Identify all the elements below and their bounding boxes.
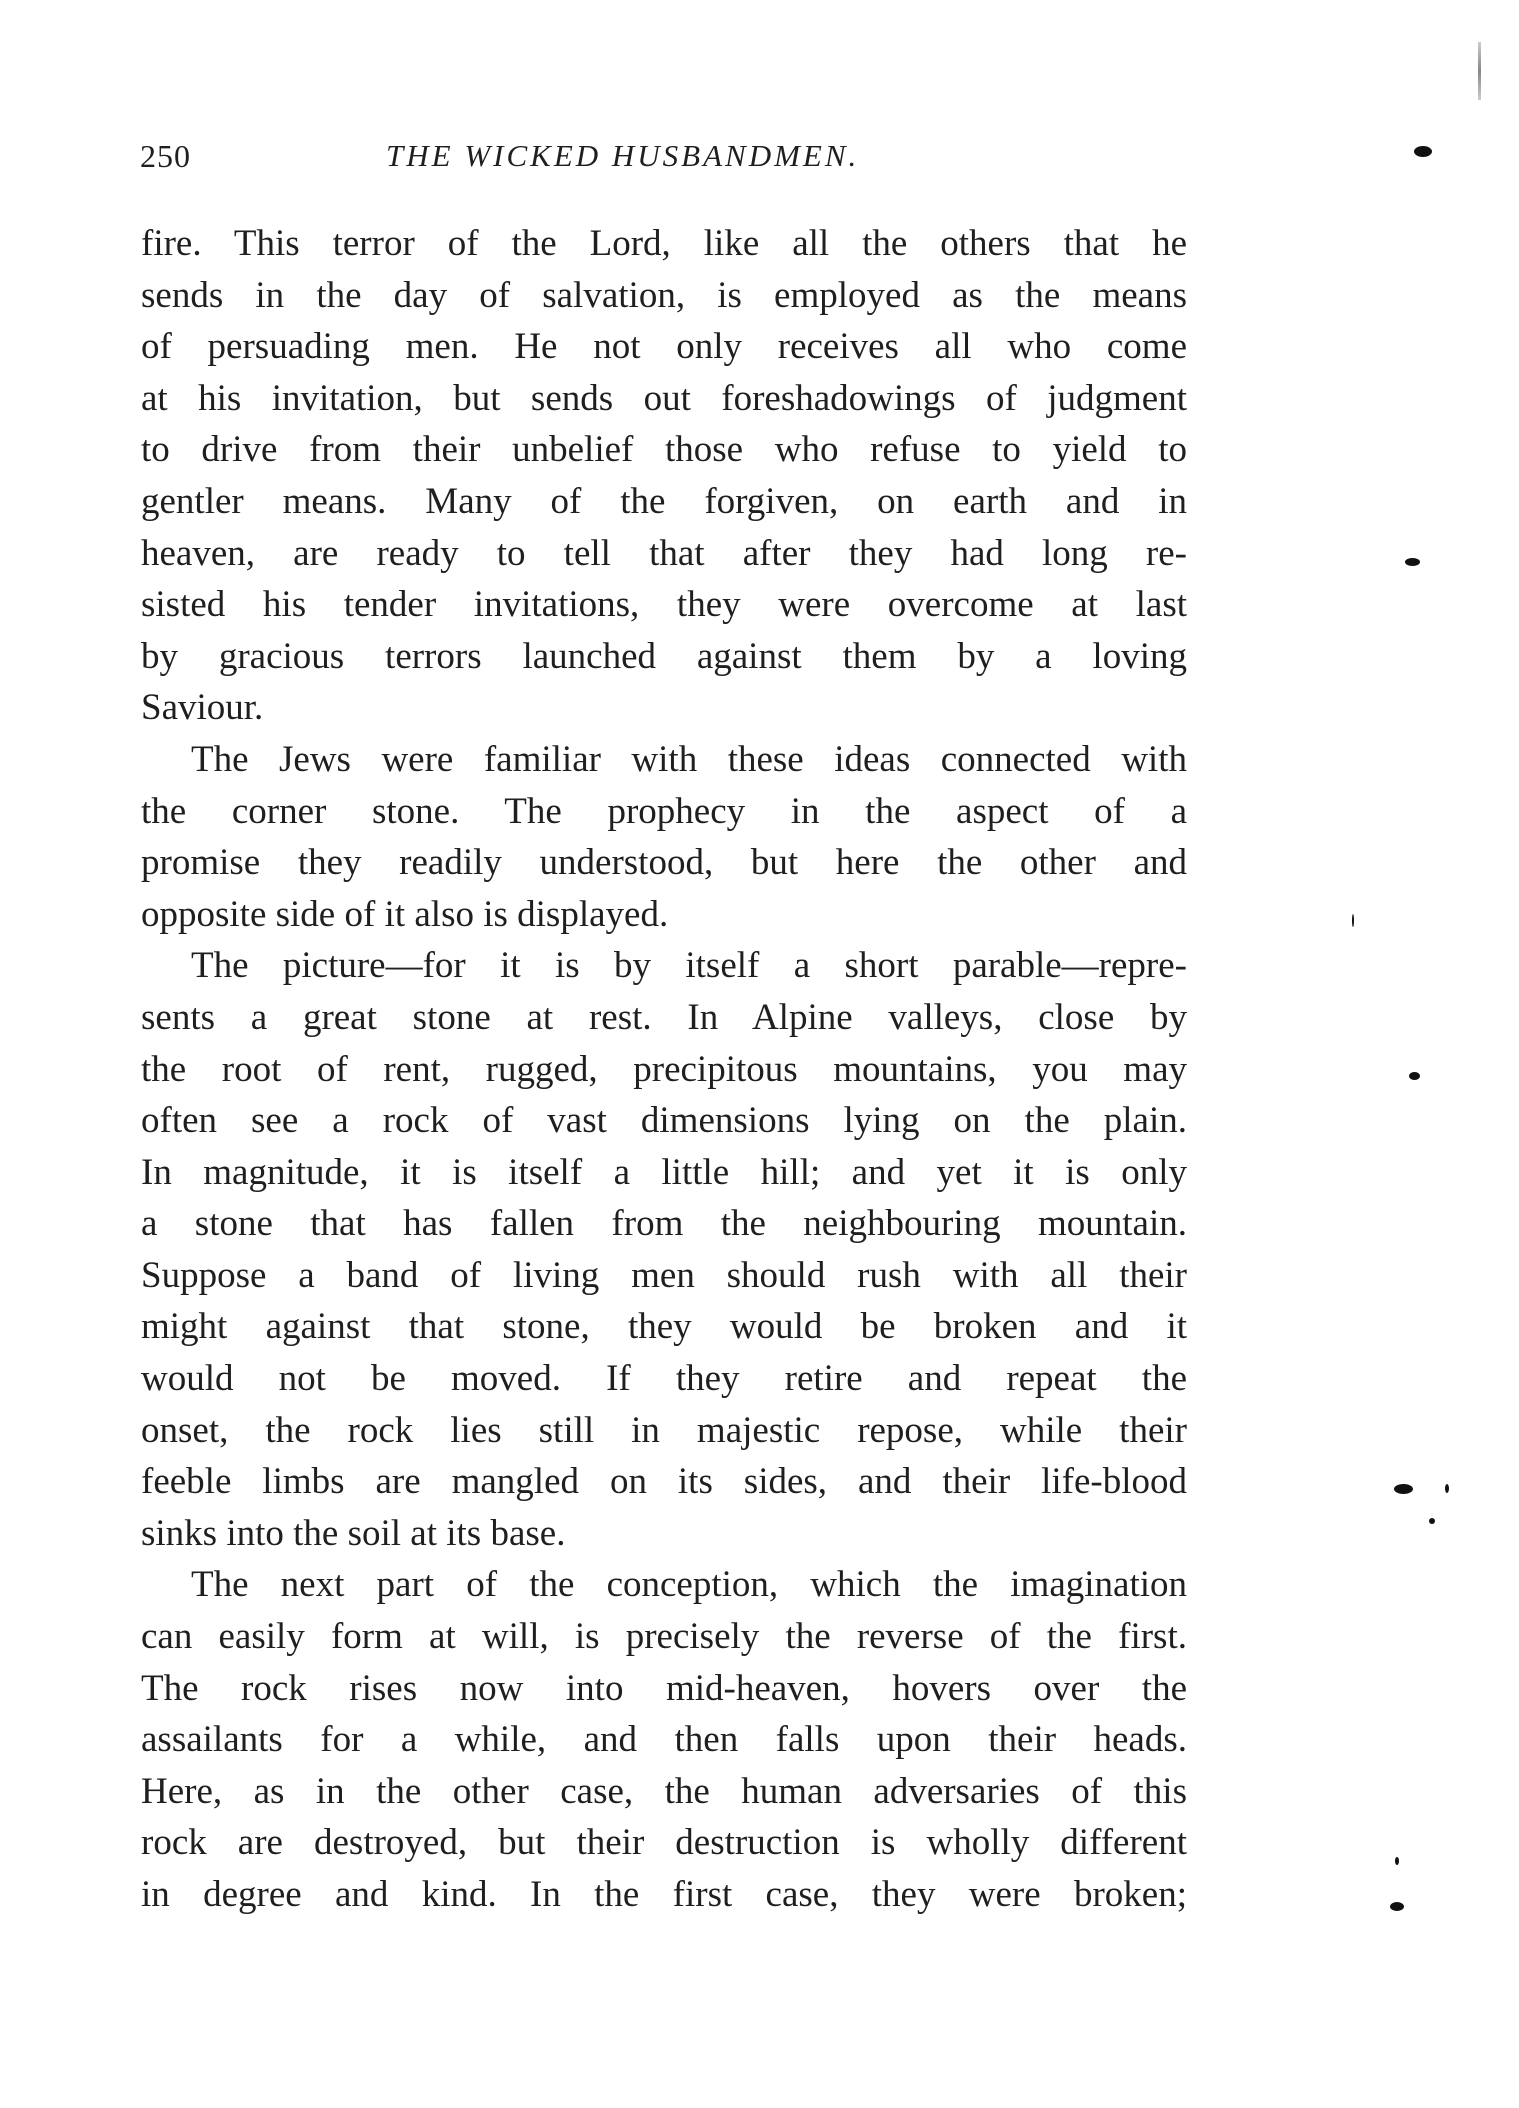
- scan-speck: [1395, 1857, 1399, 1865]
- text-line: The next part of the conception, which the imagination: [191, 1564, 1187, 1606]
- scan-edge-mark: [1478, 42, 1481, 100]
- text-line: Suppose a band of living men should rush with all their: [141, 1254, 1187, 1296]
- text-line: might against that stone, they would be broken and it: [141, 1306, 1187, 1348]
- text-line: assailants for a while, and then falls upon their heads.: [141, 1719, 1187, 1761]
- text-line: onset, the rock lies still in majestic repose, while their: [141, 1409, 1187, 1451]
- body-text: [141, 218, 1187, 1921]
- text-line: The picture—for it is by itself a short parable—repre-: [191, 945, 1187, 987]
- text-line: The rock rises now into mid-heaven, hovers over the: [141, 1667, 1187, 1709]
- text-line: sends in the day of salvation, is employed as the means: [141, 274, 1187, 316]
- text-line: sents a great stone at rest. In Alpine valleys, close by: [141, 996, 1187, 1038]
- text-line: In magnitude, it is itself a little hill; and yet it is only: [141, 1151, 1187, 1193]
- text-line: by gracious terrors launched against them by a loving: [141, 635, 1187, 677]
- text-line: would not be moved. If they retire and repeat the: [141, 1358, 1187, 1400]
- scan-speck: [1352, 914, 1354, 927]
- scan-speck: [1405, 558, 1420, 566]
- running-head: [140, 138, 1200, 178]
- scan-speck: [1394, 1484, 1413, 1494]
- text-line: a stone that has fallen from the neighbouring mountain.: [141, 1203, 1187, 1245]
- text-line: in degree and kind. In the first case, they were broken;: [141, 1874, 1187, 1915]
- text-line: opposite side of it also is displayed.: [141, 893, 669, 935]
- page-number: 250: [140, 138, 191, 174]
- text-line: gentler means. Many of the forgiven, on earth and in: [141, 480, 1187, 522]
- text-line: heaven, are ready to tell that after they had long re-: [141, 532, 1187, 574]
- text-line: the root of rent, rugged, precipitous mountains, you may: [141, 1048, 1187, 1090]
- text-line: to drive from their unbelief those who refuse to yield to: [141, 429, 1187, 471]
- running-title: THE WICKED HUSBANDMEN.: [386, 138, 860, 173]
- text-line: of persuading men. He not only receives all who come: [141, 326, 1187, 368]
- scan-speck: [1414, 146, 1432, 157]
- text-line: sisted his tender invitations, they were overcome at last: [141, 584, 1187, 626]
- text-line: Saviour.: [141, 687, 264, 729]
- text-line: the corner stone. The prophecy in the aspect of a: [141, 790, 1187, 832]
- text-line: Here, as in the other case, the human adversaries of this: [141, 1770, 1187, 1812]
- scan-speck: [1429, 1518, 1435, 1524]
- text-line: fire. This terror of the Lord, like all the others that he: [141, 223, 1187, 264]
- scan-speck: [1409, 1072, 1420, 1080]
- text-line: The Jews were familiar with these ideas connected with: [191, 738, 1187, 780]
- scan-speck: [1445, 1484, 1449, 1493]
- text-line: at his invitation, but sends out foreshadowings of judgment: [141, 377, 1187, 419]
- scan-speck: [1390, 1902, 1404, 1911]
- text-line: rock are destroyed, but their destruction is wholly different: [141, 1822, 1187, 1864]
- text-line: often see a rock of vast dimensions lying on the plain.: [141, 1100, 1187, 1142]
- text-line: feeble limbs are mangled on its sides, and their life-blood: [141, 1461, 1187, 1503]
- text-line: promise they readily understood, but here the other and: [141, 842, 1187, 884]
- text-line: sinks into the soil at its base.: [141, 1512, 566, 1554]
- text-line: can easily form at will, is precisely the reverse of the first.: [141, 1616, 1187, 1658]
